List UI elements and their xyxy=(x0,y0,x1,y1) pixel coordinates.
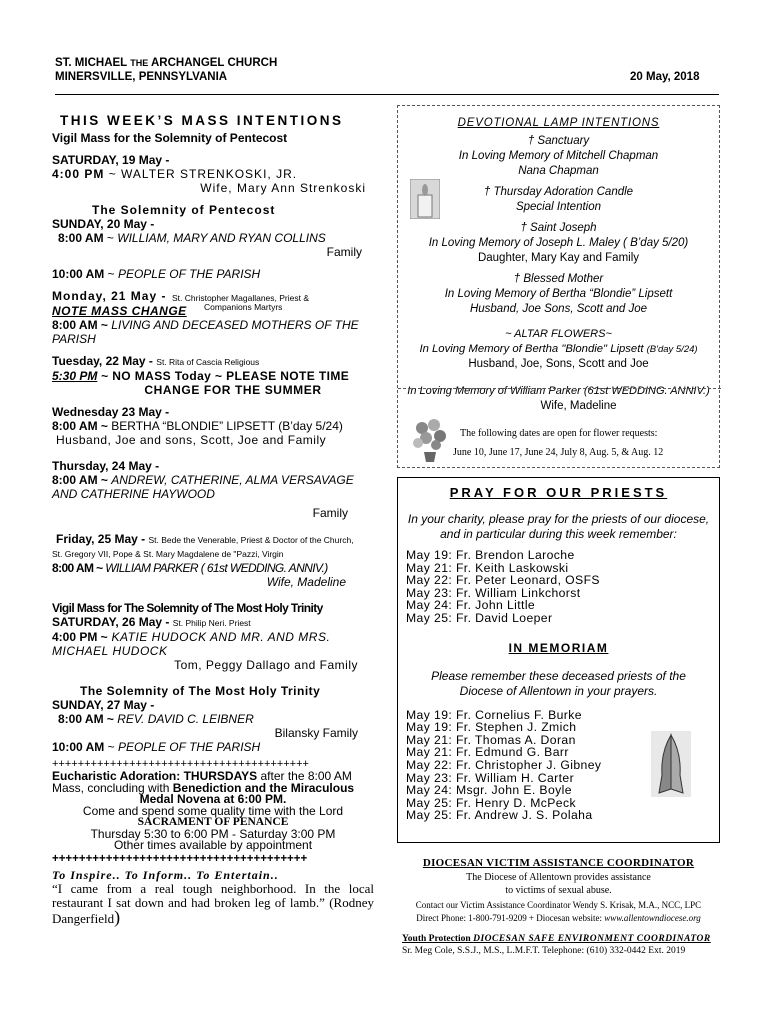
vigil-trinity-heading: Vigil Mass for The Solemnity of The Most Holy Trinity xyxy=(52,601,323,615)
blessed-mother-title: † Blessed Mother xyxy=(513,273,604,285)
sun20-requested-by: Family xyxy=(326,245,362,259)
sun20-intention: 8:00 AM ~ WILLIAM, MARY AND RYAN COLLINS xyxy=(58,231,326,245)
tue22-header: Tuesday, 22 May - St. Rita of Cascia Religious xyxy=(52,354,260,368)
fri25-requested-by: Wife, Madeline xyxy=(266,575,346,589)
deceased-list-item: May 21: Fr. Thomas A. Doran xyxy=(406,732,576,747)
victim-line-1: The Diocese of Allentown provides assistance xyxy=(466,872,651,883)
altar-flowers-title: ~ ALTAR FLOWERS~ xyxy=(505,328,612,340)
blessed-mother-line-1: In Loving Memory of Bertha “Blondie” Lipsett xyxy=(444,288,673,300)
mass-intentions-title: THIS WEEK’S MASS INTENTIONS xyxy=(60,113,344,128)
wed23-intention: 8:00 AM ~ BERTHA “BLONDIE” LIPSETT (B’day 5/24) xyxy=(52,419,343,433)
sanctuary-line-2: Nana Chapman xyxy=(518,165,599,177)
thu24-day: Thursday, 24 May - xyxy=(52,459,160,473)
adoration-line-4: Come and spend some quality time with the Lord xyxy=(82,803,344,818)
thu24-intention: 8:00 AM ~ ANDREW, CATHERINE, ALMA VERSAVAGE AND CATHERINE HAYWOOD xyxy=(52,473,354,501)
header-rule xyxy=(55,94,719,95)
devotional-lamp-box xyxy=(397,105,720,468)
flowers-image xyxy=(410,416,450,462)
pray-for-priests-box xyxy=(397,477,720,843)
pray-title: PRAY FOR OUR PRIESTS xyxy=(449,485,668,500)
mass-change-notice: NOTE MASS CHANGE xyxy=(52,304,187,318)
sun27-intention: 8:00 AM ~ REV. DAVID C. LEIBNER xyxy=(58,712,254,726)
sat26-intention: 4:00 PM ~ KATIE HUDOCK AND MR. AND MRS. MICHAEL HUDOCK xyxy=(52,630,331,658)
sun27-requested-by: Bilansky Family xyxy=(274,726,358,740)
victim-line-2: to victims of sexual abuse. xyxy=(505,885,612,896)
youth-protection-contact: Sr. Meg Cole, S.S.J., M.S., L.M.F.T. Telephone: (610) 332-0442 Ext. 2019 xyxy=(402,946,686,956)
deceased-list-item: May 25: Fr. Andrew J. S. Polaha xyxy=(406,808,593,823)
lamp-title: DEVOTIONAL LAMP INTENTIONS xyxy=(457,117,660,129)
church-city: MINERSVILLE, PENNSYLVANIA xyxy=(55,71,228,83)
wed23-day: Wednesday 23 May - xyxy=(52,405,170,419)
deceased-list-item: May 19: Fr. Cornelius F. Burke xyxy=(406,707,582,722)
adoration-candle-title: † Thursday Adoration Candle xyxy=(483,186,634,198)
sanctuary-line-1: In Loving Memory of Mitchell Chapman xyxy=(458,150,659,162)
praying-hands-image xyxy=(651,731,691,797)
sun20-day: SUNDAY, 20 May - xyxy=(52,217,155,231)
saint-joseph-line-2: Daughter, Mary Kay and Family xyxy=(477,252,640,264)
penance-appointment: Other times available by appointment xyxy=(113,838,313,852)
open-dates-list: June 10, June 17, June 24, July 8, Aug. 5, & Aug. 12 xyxy=(453,447,664,458)
priest-list-item: May 25: Fr. David Loeper xyxy=(406,610,553,625)
mon21-intention: 8:00 AM ~ LIVING AND DECEASED MOTHERS OF THE PARISH xyxy=(52,318,359,346)
sat19-day: SATURDAY, 19 May - xyxy=(52,153,170,167)
victim-contact: Contact our Victim Assistance Coordinator Wendy S. Krisak, M.A., NCC, LPC xyxy=(415,900,702,910)
wed23-requested-by: Husband, Joe and sons, Scott, Joe and Family xyxy=(56,433,327,447)
sat26-header: SATURDAY, 26 May - St. Philip Neri. Priest xyxy=(52,615,251,629)
victim-assistance-section xyxy=(397,857,720,957)
blessed-mother-line-2: Husband, Joe Sons, Scott and Joe xyxy=(469,303,648,315)
inspire-heading: To Inspire.. To Inform.. To Entertain.. xyxy=(52,867,279,882)
priest-list-item: May 19: Fr. Brendon Laroche xyxy=(406,548,575,562)
priest-list xyxy=(406,549,719,625)
tue22-notice-2: CHANGE FOR THE SUMMER xyxy=(144,383,322,397)
saint-joseph-line-1: In Loving Memory of Joseph L. Maley ( B’day 5/20) xyxy=(428,237,689,249)
pray-intro: In your charity, please pray for the priests of our diocese, and in particular during this week remember: xyxy=(407,512,710,541)
sun27-day: SUNDAY, 27 May - xyxy=(52,698,155,712)
church-name: ST. MICHAEL THE ARCHANGEL CHURCH xyxy=(55,57,278,69)
adoration-line-2: Mass, concluding with Benediction and the Miraculous xyxy=(52,780,355,795)
victim-phone: Direct Phone: 1-800-791-9209 + Diocesan website: www.allentowndiocese.org xyxy=(416,913,701,923)
fri25-header: Friday, 25 May - St. Bede the Venerable, Priest & Doctor of the Church, xyxy=(56,532,354,546)
flowers-divider xyxy=(398,388,721,390)
flowers-line-4: Wife, Madeline xyxy=(540,400,617,412)
saint-joseph-title: † Saint Joseph xyxy=(520,222,597,234)
deceased-list-item: May 21: Fr. Edmund G. Barr xyxy=(406,745,569,760)
deceased-list-item: May 23: Fr. William H. Carter xyxy=(406,770,575,785)
candle-image xyxy=(410,179,440,219)
mon21-header: Monday, 21 May - St. Christopher Magallanes, Priest & Companions Martyrs xyxy=(52,289,310,312)
trinity-heading: The Solemnity of The Most Holy Trinity xyxy=(80,684,321,698)
vigil-pentecost-heading: Vigil Mass for the Solemnity of Pentecost xyxy=(52,131,288,145)
priest-list-item: May 23: Fr. William Linkchorst xyxy=(406,585,581,600)
sat19-intention: 4:00 PM ~ WALTER STRENKOSKI, JR. xyxy=(52,167,298,181)
sanctuary-title: † Sanctuary xyxy=(527,135,590,147)
tue22-notice: 5:30 PM ~ NO MASS Today ~ PLEASE NOTE TIME xyxy=(52,369,350,383)
adoration-candle-line: Special Intention xyxy=(515,201,602,213)
priest-list-item: May 24: Fr. John Little xyxy=(406,598,536,613)
memoriam-title: IN MEMORIAM xyxy=(508,640,609,655)
youth-protection-heading: Youth Protection DIOCESAN SAFE ENVIRONMENT COORDINATOR xyxy=(402,934,711,944)
penance-title: SACRAMENT OF PENANCE xyxy=(137,816,289,828)
fri25-intention: 8:00 AM ~ WILLIAM PARKER ( 61st WEDDING. ANNIV.) xyxy=(52,561,328,575)
sat19-requested-by: Wife, Mary Ann Strenkoski xyxy=(200,181,366,195)
plus-divider-2: ++++++++++++++++++++++++++++++++++++++ xyxy=(52,852,308,865)
memoriam-intro: Please remember these deceased priests of the Diocese of Allentown in your prayers. xyxy=(431,668,686,698)
pentecost-heading: The Solemnity of Pentecost xyxy=(92,203,276,217)
mass-intentions-column xyxy=(52,114,374,926)
adoration-line-3: Medal Novena at 6:00 PM. xyxy=(139,792,287,806)
priest-list-item: May 21: Fr. Keith Laskowski xyxy=(406,560,569,575)
adoration-line-1: Eucharistic Adoration: THURSDAYS after the 8:00 AM xyxy=(52,769,352,783)
fri25-saint-2: St. Gregory VII, Pope & St. Mary Magdalene de "Pazzi, Virgin xyxy=(52,549,284,559)
flowers-line-2: Husband, Joe, Sons, Scott and Joe xyxy=(468,358,649,370)
plus-divider: ++++++++++++++++++++++++++++++++++++++++ xyxy=(52,758,309,770)
flowers-line-1: In Loving Memory of Bertha "Blondie" Lipsett (B'day 5/24) xyxy=(419,343,698,355)
sun20b-intention: 10:00 AM ~ PEOPLE OF THE PARISH xyxy=(52,267,261,281)
sun27b-intention: 10:00 AM ~ PEOPLE OF THE PARISH xyxy=(52,740,261,754)
quote-text: “I came from a real tough neighborhood. In the local restaurant I sat down and had broken leg of lamb.” (Rodney Dangerfield) xyxy=(52,880,374,927)
deceased-list-item: May 22: Fr. Christopher J. Gibney xyxy=(406,757,602,772)
deceased-list-item: May 19: Fr. Stephen J. Zmich xyxy=(406,720,577,735)
flowers-line-3: In Loving Memory of William Parker (61st WEDDING. ANNIV.) xyxy=(407,385,710,397)
sat26-requested-by: Tom, Peggy Dallago and Family xyxy=(174,658,358,672)
victim-title: DIOCESAN VICTIM ASSISTANCE COORDINATOR xyxy=(422,857,695,869)
open-dates-text: The following dates are open for flower requests: xyxy=(460,428,658,439)
bulletin-date: 20 May, 2018 xyxy=(630,71,700,83)
priest-list-item: May 22: Fr. Peter Leonard, OSFS xyxy=(406,573,600,588)
deceased-list-item: May 25: Fr. Henry D. McPeck xyxy=(406,795,576,810)
penance-times: Thursday 5:30 to 6:00 PM - Saturday 3:00 PM xyxy=(90,826,336,841)
deceased-list-item: May 24: Msgr. John E. Boyle xyxy=(406,783,572,798)
thu24-requested-by: Family xyxy=(312,506,348,520)
